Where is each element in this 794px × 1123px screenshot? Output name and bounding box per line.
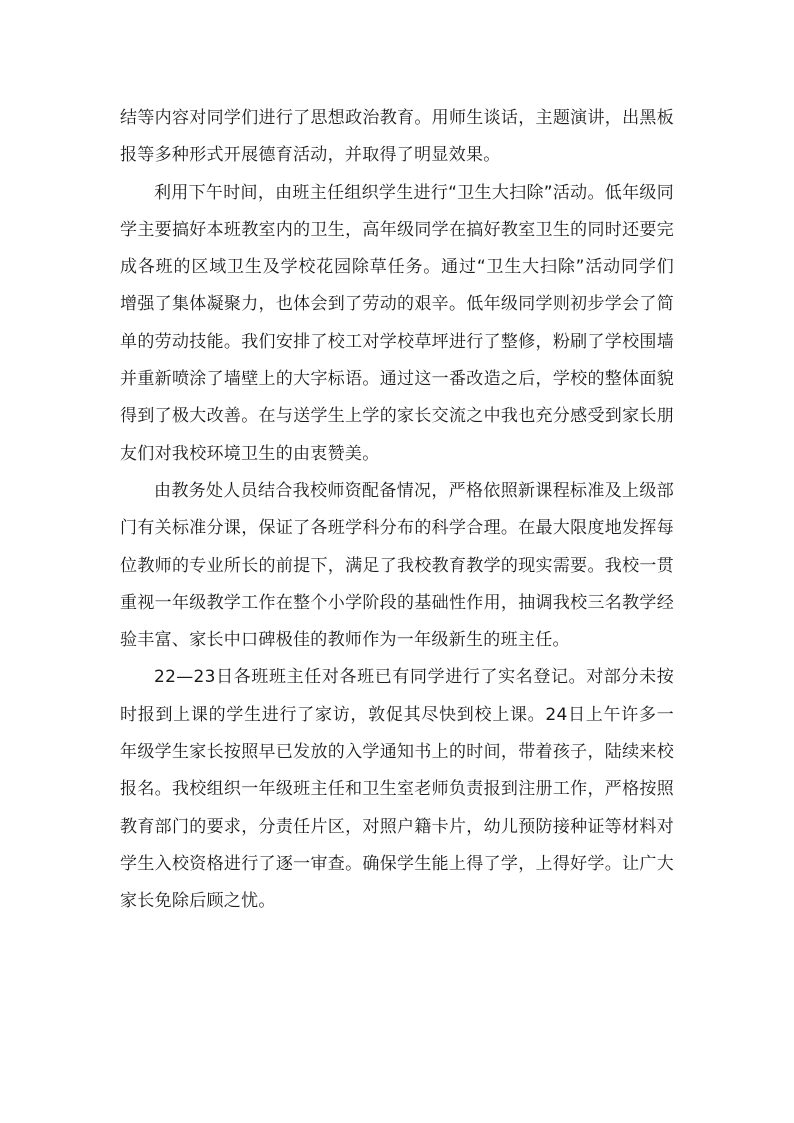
paragraph: 利用下午时间，由班主任组织学生进行“卫生大扫除”活动。低年级同学主要搞好本班教室内的卫生，高年级同学在搞好教室卫生的同时还要完成各班的区域卫生及学校花园除草任务。通过“卫生大扫除”活动同学们增强了集体凝聚力，也体会到了劳动的艰辛。低年级同学则初步学会了简单的劳动技能。我们安排了校工对学校草坪进行了整修，粉刷了学校围墙并重新喷涂了墙壁上的大字标语。通过这一番改造之后，学校的整体面貌得到了极大改善。在与送学生上学的家长交流之中我也充分感受到家长朋友们对我校环境卫生的由衷赞美。 — [120, 182, 674, 464]
paragraph: 结等内容对同学们进行了思想政治教育。用师生谈话，主题演讲，出黑板报等多种形式开展德育活动，并取得了明显效果。 — [120, 108, 674, 166]
paragraph: 22—23日各班班主任对各班已有同学进行了实名登记。对部分未按时报到上课的学生进行了家访，敦促其尽快到校上课。24日上午许多一年级学生家长按照早已发放的入学通知书上的时间，带着孩子，陆续来校报名。我校组织一年级班主任和卫生室老师负责报到注册工作，严格按照教育部门的要求，分责任片区，对照户籍卡片，幼儿预防接种证等材料对学生入校资格进行了逐一审查。确保学生能上得了学，上得好学。让广大家长免除后顾之忧。 — [120, 667, 674, 912]
paragraph: 由教务处人员结合我校师资配备情况，严格依照新课程标准及上级部门有关标准分课，保证了各班学科分布的科学合理。在最大限度地发挥每位教师的专业所长的前提下，满足了我校教育教学的现实需要。我校一贯重视一年级教学工作在整个小学阶段的基础性作用，抽调我校三名教学经验丰富、家长中口碑极佳的教师作为一年级新生的班主任。 — [120, 480, 674, 651]
document-body — [120, 100, 674, 921]
